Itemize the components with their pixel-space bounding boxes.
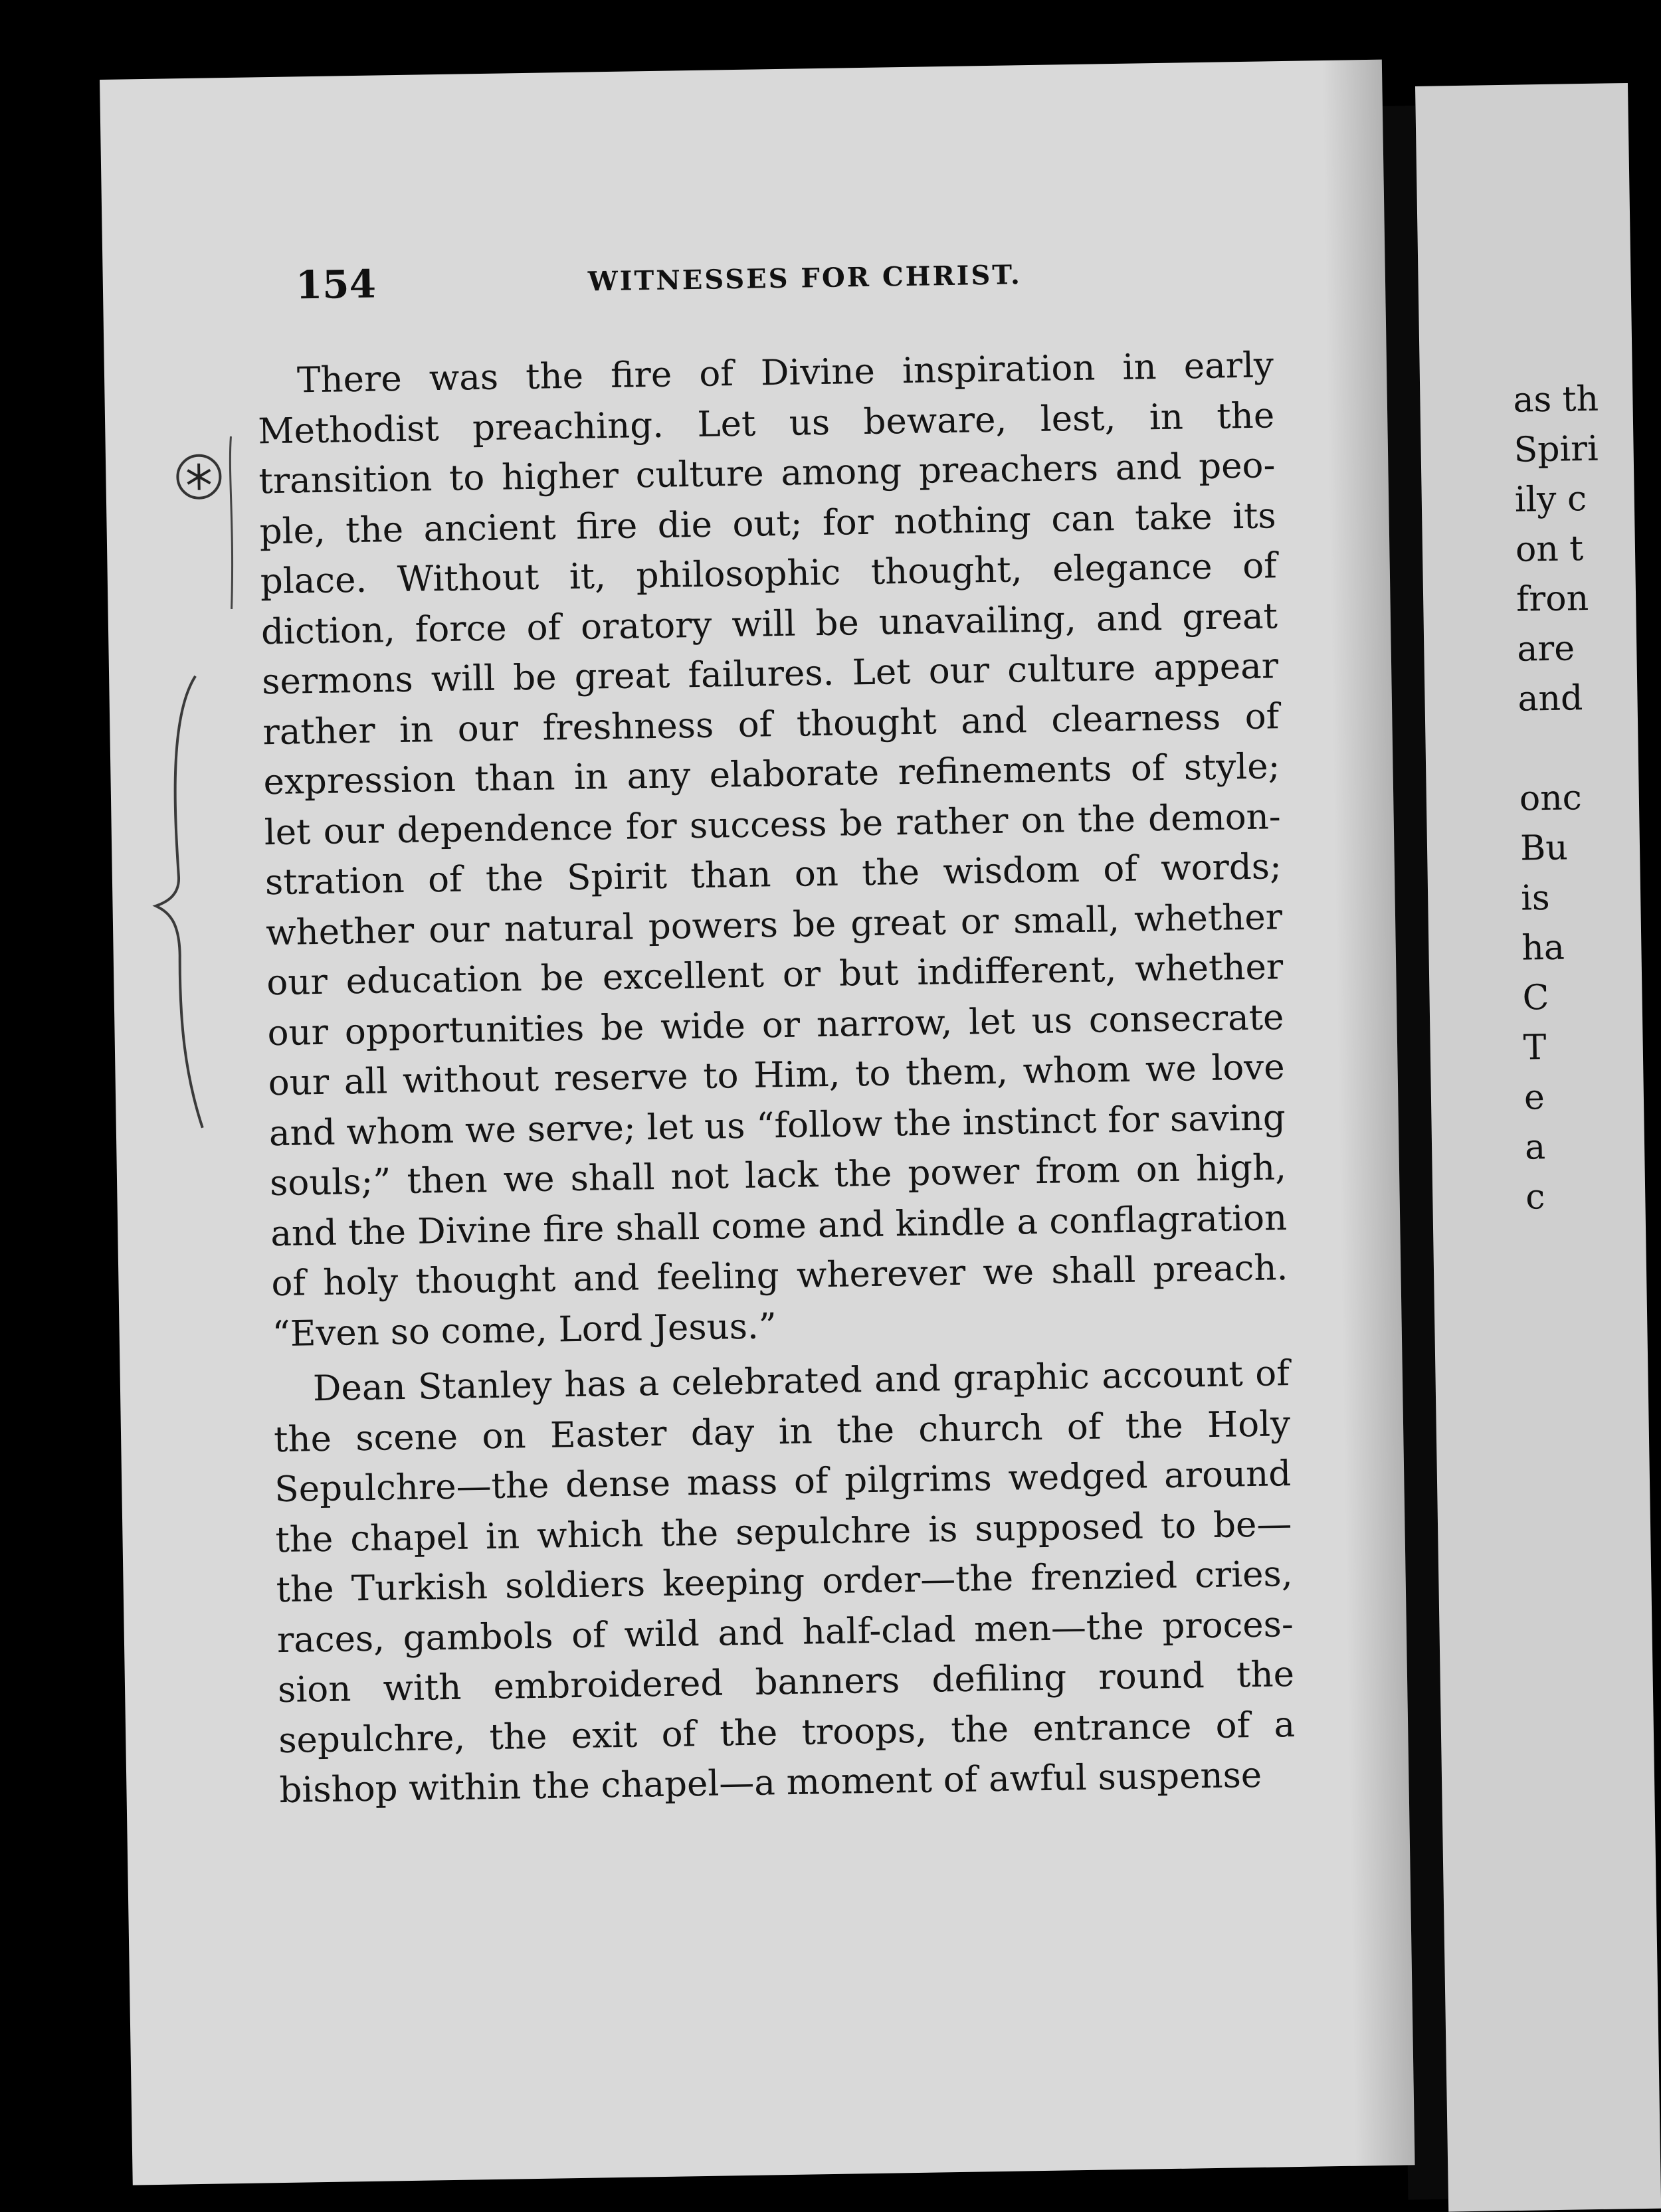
- running-head: [295, 246, 1325, 316]
- facing-page-fragment: onc: [1519, 778, 1583, 819]
- facing-page-fragment: as th: [1512, 379, 1599, 420]
- facing-page-fragment: e: [1523, 1077, 1545, 1118]
- facing-page-fragment: c: [1525, 1177, 1545, 1218]
- facing-page: [1415, 83, 1661, 2212]
- facing-page-fragment: Bu: [1519, 828, 1569, 869]
- margin-rule-mark: [225, 436, 239, 609]
- margin-bracket-mark: [149, 676, 209, 1129]
- facing-page-fragment: T: [1523, 1028, 1547, 1068]
- page-number: 154: [295, 261, 377, 308]
- running-title: WITNESSES FOR CHRIST.: [587, 259, 1023, 298]
- facing-page-fragment: Spiri: [1514, 428, 1599, 470]
- paragraph: Dean Stanley has a celebrated and graphic account of the scene on Easter day in the church of the Holy Sepulchre—the dense mass of pilgrims wedged around the chapel in which the sepulchre is supposed to be—the Turkish soldiers keeping order—the frenzied cries, races, gambols of wild and half-clad men—the procession with embroidered banners defiling round the sepulchre, the exit of the troops, the entrance of a bishop within the chapel—a moment of awful suspense: [273, 1353, 1296, 1811]
- page-body: [257, 340, 1296, 1815]
- facing-page-fragment: ha: [1521, 927, 1565, 968]
- facing-page-fragment: is: [1520, 877, 1551, 919]
- facing-page-fragment: are: [1516, 628, 1575, 670]
- asterisk-margin-mark-icon: [172, 450, 226, 504]
- book-page: [100, 60, 1415, 2185]
- facing-page-fragment: ily c: [1514, 479, 1587, 520]
- facing-page-fragment: and: [1517, 678, 1583, 719]
- facing-page-fragment: on t: [1515, 529, 1584, 570]
- facing-page-fragment: fron: [1515, 578, 1589, 620]
- paragraph: There was the fire of Divine inspiration in early Methodist preaching. Let us beware, lest, in the transition to higher culture among preachers and people, the ancient fire die out; for nothing can take its place. Without it, philosophic thought, elegance of diction, force of oratory will be unavailing, and great sermons will be great failures. Let our culture appear rather in our freshness of thought and clearness of expression than in any elaborate refinements of style; let our dependence for success be rather on the demonstration of the Spirit than on the wisdom of words; whether our natural powers be great or small, whether our education be excellent or but indifferent, whether our opportunities be wide or narrow, let us consecrate our all without reserve to Him, to them, whom we love and whom we serve; let us “follow the instinct for saving souls;” then we shall not lack the power from on high, and the Divine fire shall come and kindle a conflagration of holy thought and feeling wherever we shall preach. “Even so come, Lord Jesus.”: [257, 345, 1288, 1354]
- facing-page-fragment: C: [1522, 978, 1549, 1018]
- facing-page-fragment: a: [1524, 1127, 1546, 1168]
